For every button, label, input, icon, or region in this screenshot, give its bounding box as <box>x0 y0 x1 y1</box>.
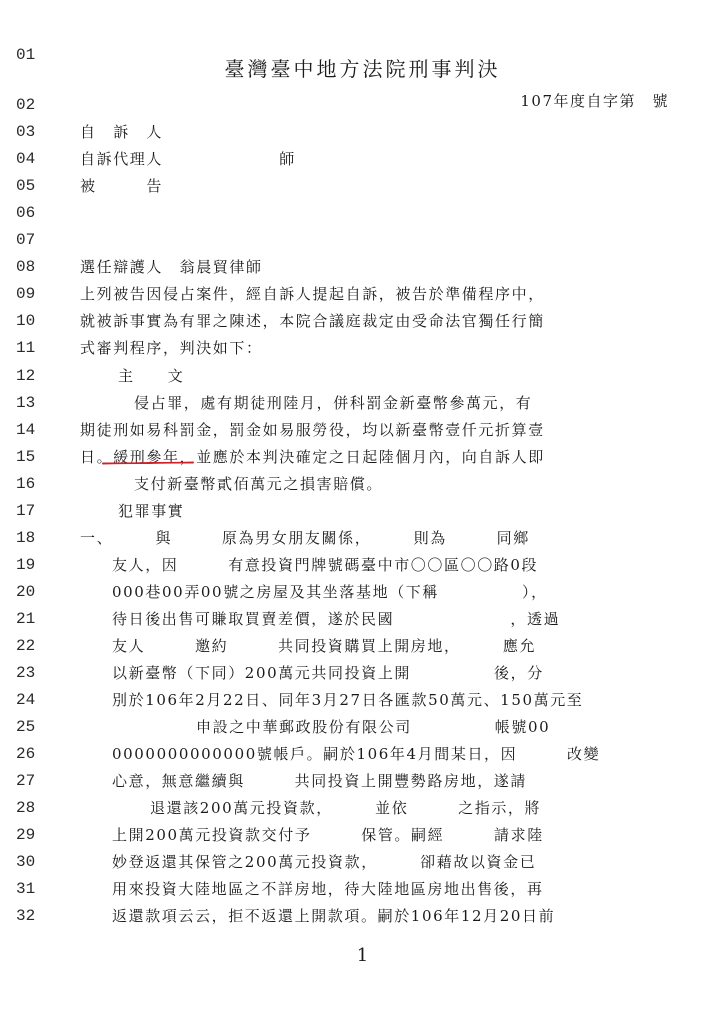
line-number: 29 <box>16 826 36 844</box>
text-line: 妙登返還其保管之200萬元投資款， 卻藉故以資金已 <box>112 853 537 871</box>
line-number: 32 <box>16 907 36 925</box>
line-number: 30 <box>16 853 36 871</box>
party-line-counsel: 選任辯護人 翁晨貿律師 <box>80 258 263 276</box>
line-number: 23 <box>16 664 36 682</box>
text-line: 以新臺幣（下同）200萬元共同投資上開 後，分 <box>112 664 544 682</box>
document-title: 臺灣臺中地方法院刑事判決 <box>224 57 501 81</box>
text-line: 申設之中華郵政股份有限公司 帳號00 <box>196 718 551 736</box>
line-number: 18 <box>16 529 36 547</box>
text-line: 侵占罪，處有期徒刑陸月，併科罰金新臺幣參萬元，有 <box>134 394 533 412</box>
text-line: 友人 邀約 共同投資購買上開房地， 應允 <box>112 637 537 655</box>
text-line: 心意，無意繼續與 共同投資上開豐勢路房地，遂請 <box>112 772 528 790</box>
line-number: 20 <box>16 583 36 601</box>
line-number: 10 <box>16 312 36 330</box>
line-number: 13 <box>16 394 36 412</box>
text-line: 待日後出售可賺取買賣差價，遂於民國 ，透過 <box>112 610 561 628</box>
text-line: 上列被告因侵占案件，經自訴人提起自訴，被告於準備程序中， <box>80 285 545 303</box>
line-number: 25 <box>16 718 36 736</box>
line-number: 15 <box>16 448 36 466</box>
line-number: 24 <box>16 691 36 709</box>
line-number: 09 <box>16 285 36 303</box>
text-line: 0000000000000號帳戶。嗣於106年4月間某日，因 改變 <box>112 745 601 763</box>
line-number: 06 <box>16 204 36 222</box>
line-number: 16 <box>16 475 36 493</box>
party-line-plaintiff: 自 訴 人 <box>80 123 164 141</box>
line-number: 19 <box>16 556 36 574</box>
text-line-probation: 日。緩刑參年，並應於本判決確定之日起陸個月內，向自訴人即 <box>80 448 545 466</box>
text-line: 式審判程序，判決如下： <box>80 339 263 357</box>
page-number: 1 <box>356 945 369 966</box>
line-number: 26 <box>16 745 36 763</box>
text-line: 一、 與 原為男女朋友關係， 則為 同鄉 <box>80 529 530 547</box>
line-number: 17 <box>16 502 36 520</box>
text-line: 上開200萬元投資款交付予 保管。嗣經 請求陸 <box>112 826 544 844</box>
text-line: 友人，因 有意投資門牌號碼臺中市〇〇區〇〇路0段 <box>112 556 539 574</box>
text-line: 期徒刑如易科罰金，罰金如易服勞役，均以新臺幣壹仟元折算壹 <box>80 421 545 439</box>
section-heading-main-text: 主 文 <box>118 367 185 385</box>
text-line: 支付新臺幣貳佰萬元之損害賠償。 <box>134 475 384 493</box>
line-number: 05 <box>16 177 36 195</box>
line-number: 07 <box>16 231 36 249</box>
line-number: 02 <box>16 96 36 114</box>
line-number: 01 <box>16 46 36 64</box>
party-line-defendant: 被 告 <box>80 177 164 195</box>
party-line-agent: 自訴代理人 師 <box>80 150 296 168</box>
line-number: 11 <box>16 339 36 357</box>
section-heading-facts: 犯罪事實 <box>118 502 185 520</box>
line-number: 22 <box>16 637 36 655</box>
text-line: 就被訴事實為有罪之陳述，本院合議庭裁定由受命法官獨任行簡 <box>80 312 545 330</box>
text-line: 000巷00弄00號之房屋及其坐落基地（下稱 ）， <box>112 583 548 601</box>
line-number: 03 <box>16 123 36 141</box>
text-line: 返還款項云云，拒不返還上開款項。嗣於106年12月20日前 <box>112 907 556 925</box>
line-number: 28 <box>16 799 36 817</box>
case-number: 107年度自字第 號 <box>520 92 669 110</box>
line-number: 04 <box>16 150 36 168</box>
line-number: 27 <box>16 772 36 790</box>
line-number: 08 <box>16 258 36 276</box>
line-number: 14 <box>16 421 36 439</box>
text-line: 別於106年2月22日、同年3月27日各匯款50萬元、150萬元至 <box>112 691 584 709</box>
text-line: 退還該200萬元投資款， 並依 之指示，將 <box>150 799 542 817</box>
line-number: 21 <box>16 610 36 628</box>
text-line: 用來投資大陸地區之不詳房地，待大陸地區房地出售後，再 <box>112 880 544 898</box>
line-number: 12 <box>16 367 36 385</box>
line-number: 31 <box>16 880 36 898</box>
